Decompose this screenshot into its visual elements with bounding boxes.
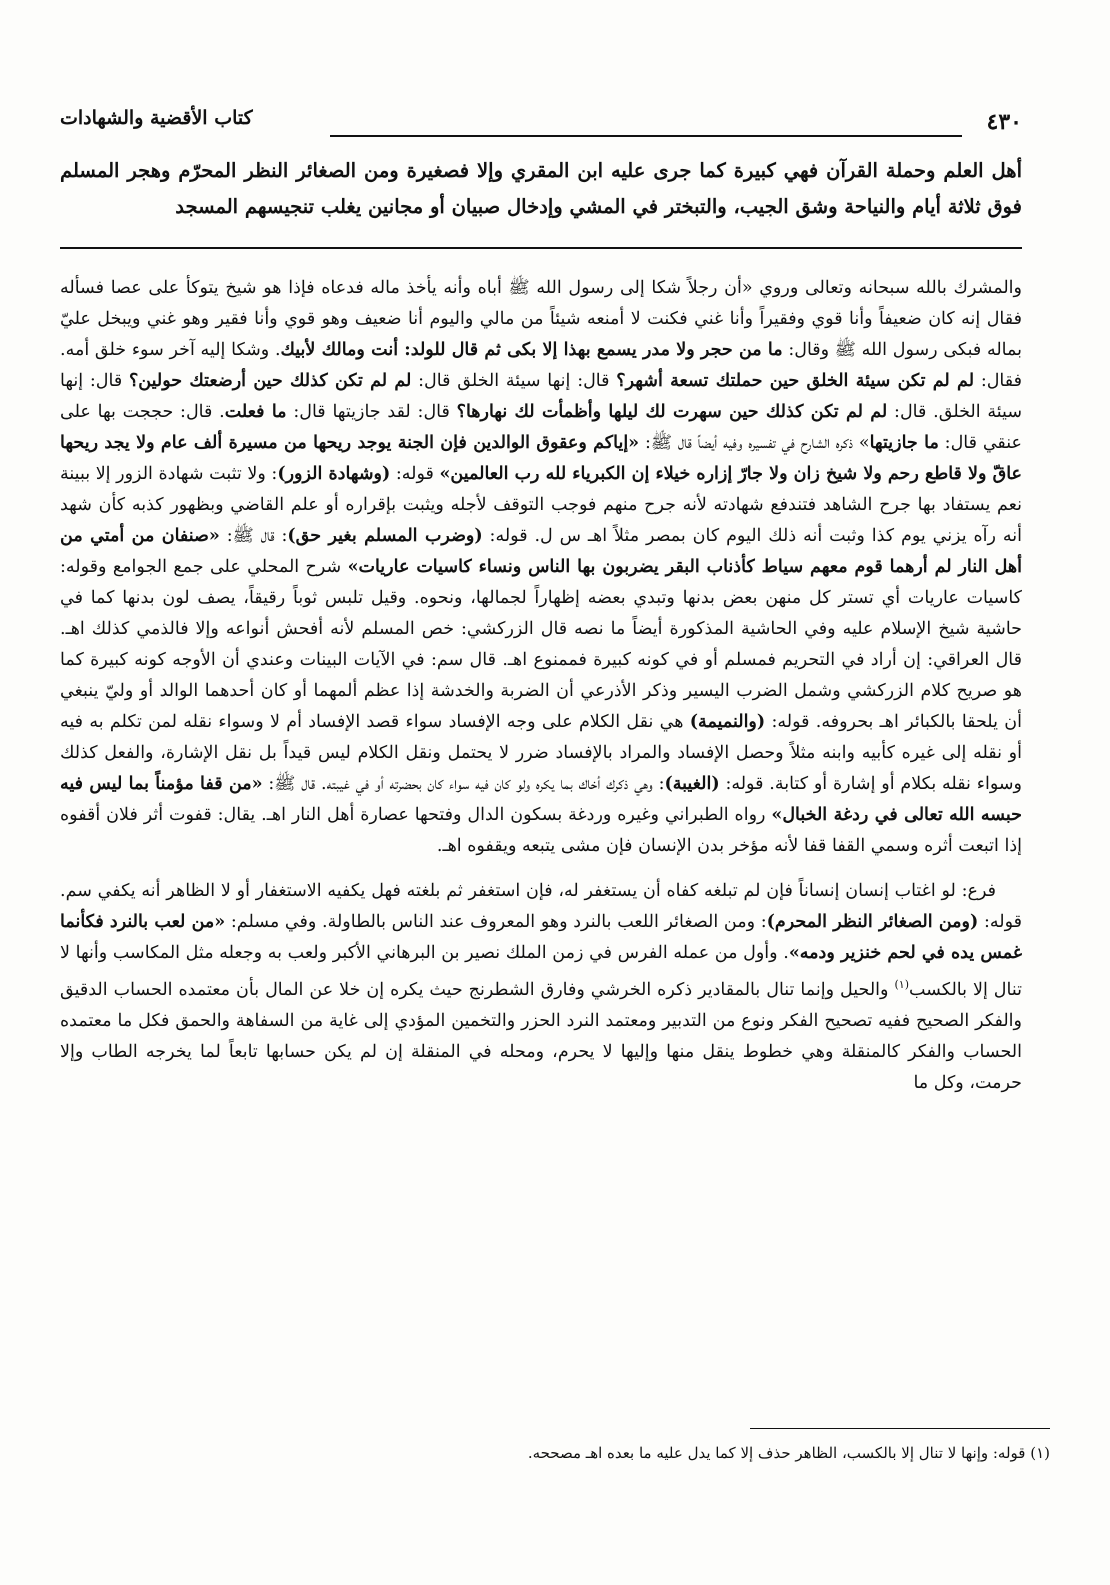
bold-run-p1-8: لم لم تكن كذلك حين سهرت لك ليلها وأظمأت لك نهارها؟: [456, 402, 888, 422]
text-run-p1-0: والمشرك بالله سبحانه وتعالى وروي: [752, 278, 1022, 298]
bold-run-p1-20: «صنفان من أمتي من أهل النار لم أرهما قوم معهم سياط كأذناب البقر يضربون بها الناس ونساء كاسيات عاريات»: [60, 526, 1022, 577]
footnote-separator: [750, 1428, 1050, 1429]
text-run-p1-15: قوله:: [390, 464, 440, 484]
document-page: [60, 105, 1022, 1099]
text-run-p1-17: : ولا تثبت شهادة الزور إلا ببينة نعم يستفاد بها جرح الشاهد فتندفع شهادته لأنه جرح منهم فوجب التوقف لأجله ويثبت بإقراره أو علم القاضي وبظهور كذبه كأن شهد أنه رآه يزني يوم كذا وثبت أنه ذلك اليوم كان بمصر مثلاً اهـ س ل. قوله:: [60, 464, 1022, 546]
commentary-paragraph-1: [60, 273, 1022, 862]
text-run-p1-5: قال: إنها سيئة الخلق قال:: [411, 371, 617, 391]
bold-run-p2-1: (ومن الصغائر النظر المحرم): [766, 912, 979, 932]
footnote: (١) قوله: وإنها لا تنال إلا بالكسب، الظاهر حذف إلا كما يدل عليه ما بعده اهـ مصححه.: [527, 1444, 1050, 1462]
text-run-p1-3: . وشكا إليه آخر سوء خلق أمه. فقال:: [60, 340, 1022, 391]
text-run-p2-5: (١): [894, 978, 909, 991]
bold-run-p1-12: ما جازيتها: [869, 433, 939, 453]
bold-run-p1-14: «إياكم وعقوق الوالدين فإن الجنة يوجد ريحها من مسيرة ألف عام ولا يجد ريحها عاقّ ولا قاطع رحم ولا شيخ زان ولا جارّ إزاره خيلاء إن الكبرياء لله رب العالمين»: [60, 433, 1022, 484]
text-run-p1-23: هي نقل الكلام على وجه الإفساد سواء قصد الإفساد أم لا وسواء نقله لمن تكلم به فيه أو نقله إلى غيره كأبيه وابنه مثلاً وحصل الإفساد والمراد بالإفساد ضرر لا يحتمل ونقل الكلام ليس قيداً بل نقل الإشارة، والفعل كذلك وسواء نقله بكلام أو إشارة أو كتابة. قوله:: [60, 712, 1022, 794]
header-rule: [330, 135, 962, 137]
text-run-p1-19: : قال ﷺ:: [219, 526, 288, 546]
running-header: [60, 105, 1022, 145]
text-run-p2-0: فرع: لو اغتاب إنسان إنساناً فإن لم تبلغه كفاه أن يستغفر له، فإن استغفر ثم بلغته فهل يكفيه الاستغفار أو لا الظاهر أنه يكفي سم. قوله:: [60, 881, 1022, 932]
bold-run-p1-16: (وشهادة الزور): [277, 464, 391, 484]
text-run-p2-2: : ومن الصغائر اللعب بالنرد وهو المعروف عند الناس بالطاولة. وفي مسلم:: [225, 912, 767, 932]
book-title: كتاب الأقضية والشهادات: [60, 107, 253, 129]
text-run-p2-4: . وأول من عمله الفرس في زمن الملك نصير بن البرهاني الأكبر ولعب به وجعله مثل المكاسب وأنها لا تنال إلا بالكسب: [60, 943, 1022, 1000]
text-run-p1-27: رواه الطبراني وغيره وردغة بسكون الدال وفتحها عصارة أهل النار اهـ. يقال: قفوت أثر فلان أقفوه إذا اتبعت أثره وسمي القفا قفا لأنه مؤخر بدن الإنسان فإن مشى يتبعه ويقفوه اهـ.: [60, 805, 1022, 856]
text-run-p1-1: «أن رجلاً شكا إلى رسول الله ﷺ أباه وأنه يأخذ ماله فدعاه فإذا هو شيخ يتوكأ على عصا فسأله فقال إنه كان ضعيفاً وأنا قوي وفقيراً وأنا غني فكنت لا أمنعه شيئاً من مالي واليوم أنا ضعيف وهو قوي وأنا فقير وهو غني ويبخل عليّ بماله فبكى رسول الله ﷺ وقال:: [60, 278, 1023, 360]
text-run-p1-11: . قال: حججت بها على عنقي قال:: [60, 402, 1022, 453]
bold-run-p2-3: «من لعب بالنرد فكأنما غمس يده في لحم خنزير ودمه»: [60, 912, 1022, 963]
bold-run-p1-26: «من قفا مؤمناً بما ليس فيه حبسه الله تعالى في ردغة الخبال»: [60, 774, 1022, 825]
bold-run-p1-4: لم لم تكن سيئة الخلق حين حملتك تسعة أشهر؟: [616, 371, 975, 391]
text-run-p1-21: شرح المحلي على جمع الجوامع وقوله: كاسيات عاريات أي تستر كل منهن بعض بدنها وتبدي بعضه إظهاراً لجمالها، ونحوه. وقيل تلبس ثوباً رقيقاً، يصف لون بدنها كما في حاشية شيخ الإسلام عليه وفي الحاشية المذكورة أيضاً ما نصه قال الزركشي: خص المسلم لأنه أفحش أنواعه وإلا فالذمي كذلك اهـ. قال العراقي: إن أراد في التحريم فمسلم أو في كونه كبيرة فممنوع اهـ. قال سم: في الآيات البينات وعندي أن الأوجه كونه كبيرة كما هو صريح كلام الزركشي وشمل الضرب اليسير وذكر الأذرعي أن الضربة والخدشة إذا عظم ألمهما أو كان أحدهما الوالد أو وليّ ينبغي أن يلحقا بالكبائر اهـ بحروفه. قوله:: [60, 557, 1022, 732]
bold-run-p1-18: (وضرب المسلم بغير حق): [287, 526, 483, 546]
text-run-p1-25: : وهي ذكرك أخاك بما يكره ولو كان فيه سواء كان بحضرته أو في غيبته. قال ﷺ:: [262, 774, 665, 794]
matn-text: أهل العلم وحملة القرآن فهي كبيرة كما جرى عليه ابن المقري وإلا فصغيرة ومن الصغائر النظر المحرّم وهجر المسلم فوق ثلاثة أيام والنياحة وشق الجيب، والتبختر في المشي وإدخال صبيان أو مجانين يغلب تنجيسهم المسجد: [60, 159, 1022, 218]
bold-run-p1-24: (الغيبة): [664, 774, 720, 794]
matn-separator: [60, 247, 1022, 249]
text-run-p1-7: قال: إنها سيئة الخلق. قال:: [60, 371, 1022, 422]
bold-run-p1-6: لم لم تكن كذلك حين أرضعتك حولين؟: [129, 371, 412, 391]
text-run-p1-13: » ذكره الشارح في تفسيره وفيه أيضاً قال ﷺ:: [639, 433, 870, 453]
bold-run-p1-10: ما فعلت: [224, 402, 287, 422]
text-run-p2-6: والحيل وإنما تنال بالمقادير ذكره الخرشي وفارق الشطرنج حيث يكره إن خلا عن المال بأن معتمده الحساب الدقيق والفكر الصحيح ففيه تصحيح الفكر ونوع من التدبير ومعتمد النرد الحزر والتخمين المؤدي إلى غاية من السفاهة والحمق فكل ما معتمده الحساب والفكر كالمنقلة وهي خطوط ينقل منها وإليها لا يحرم، ومحله في المنقلة إن لم يكن حسابها تابعاً لما يخرجه الطاب وإلا حرمت، وكل ما: [60, 979, 1022, 1093]
page-number: ٤٣٠: [986, 109, 1022, 135]
bold-run-p1-2: ما من حجر ولا مدر يسمع بهذا إلا بكى ثم قال للولد: أنت ومالك لأبيك: [280, 340, 783, 360]
commentary-paragraph-2: [60, 876, 1022, 1099]
text-run-p1-9: قال: لقد جازيتها قال:: [286, 402, 457, 422]
bold-run-p1-22: (والنميمة): [689, 712, 766, 732]
